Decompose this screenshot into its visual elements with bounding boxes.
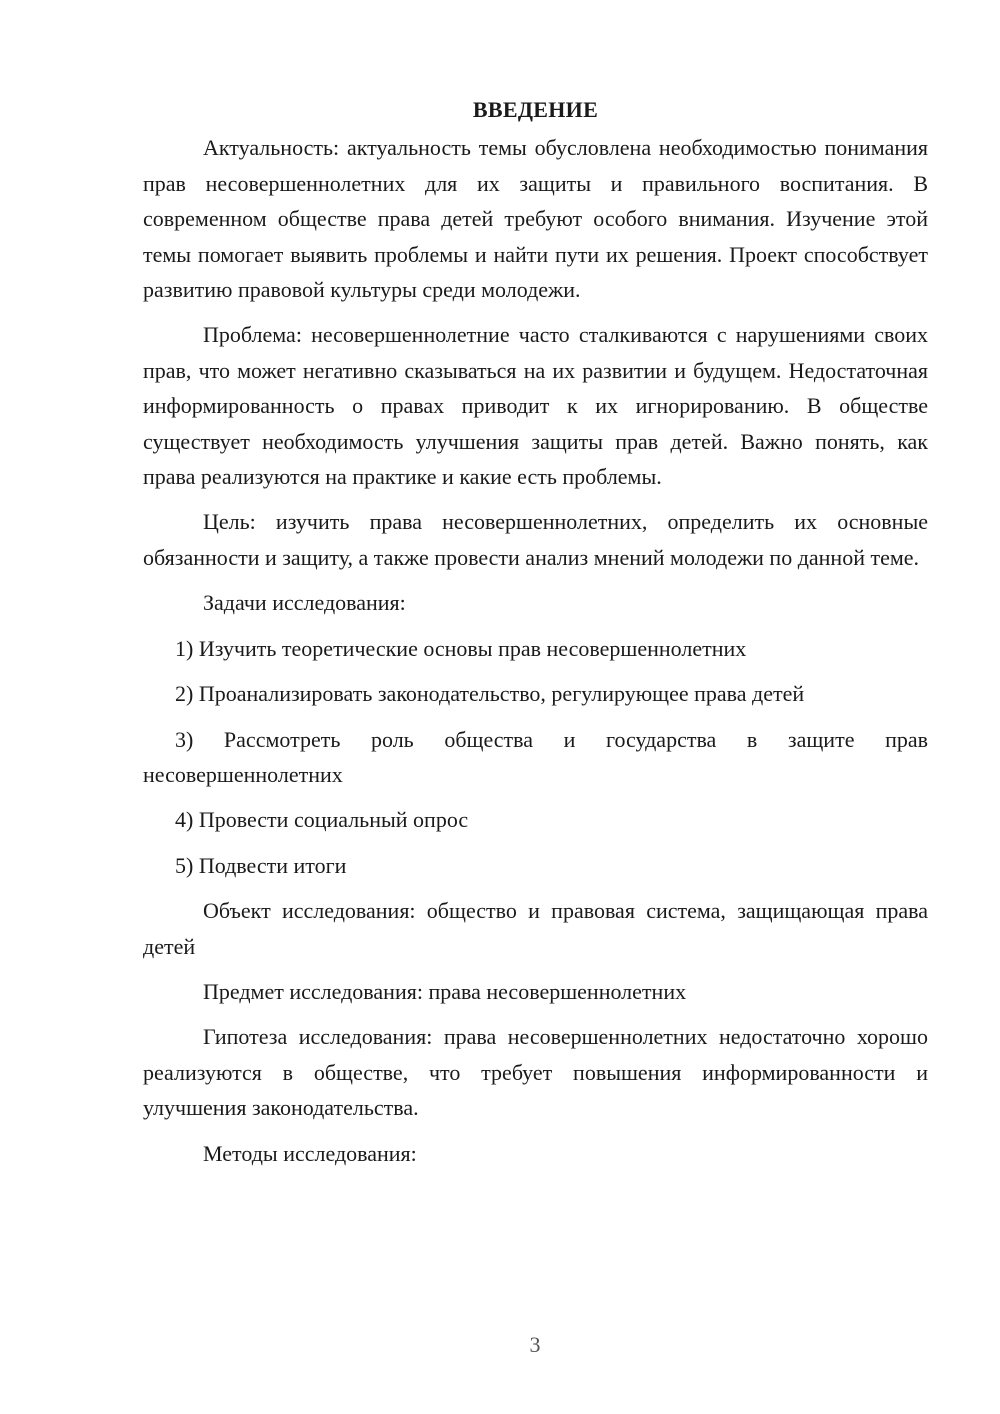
paragraph-goal: Цель: изучить права несовершеннолетних, определить их основные обязанности и защиту, а также провести анализ мнений молодежи по данной теме.: [143, 509, 928, 570]
task-item-3: 3) Рассмотреть роль общества и государства в защите прав несовершеннолетних: [143, 726, 928, 787]
paragraph-subject: Предмет исследования: права несовершеннолетних: [203, 978, 687, 1004]
task-item-5: 5) Подвести итоги: [175, 852, 347, 878]
paragraph-problem: Проблема: несовершеннолетние часто сталкиваются с нарушениями своих прав, что может негативно сказываться на их развитии и будущем. Недостаточная информированность о правах приводит к их игнорированию. В обществе существует необходимость улучшения защиты прав детей. Важно понять, как права реализуются на практике и какие есть проблемы.: [143, 322, 928, 490]
paragraph-object: Объект исследования: общество и правовая система, защищающая права детей: [143, 898, 928, 959]
document-page: [143, 92, 928, 1181]
paragraph-hypothesis: Гипотеза исследования: права несовершеннолетних недостаточно хорошо реализуются в обществе, что требует повышения информированности и улучшения законодательства.: [143, 1024, 928, 1121]
tasks-heading: Задачи исследования:: [203, 590, 406, 616]
task-item-1: 1) Изучить теоретические основы прав несовершеннолетних: [175, 635, 747, 661]
paragraph-relevance: Актуальность: актуальность темы обусловлена необходимостью понимания прав несовершеннолетних для их защиты и правильного воспитания. В современном обществе права детей требуют особого внимания. Изучение этой темы помогает выявить проблемы и найти пути их решения. Проект способствует развитию правовой культуры среди молодежи.: [143, 135, 928, 303]
page-number: 3: [529, 1332, 541, 1357]
task-item-2: 2) Проанализировать законодательство, регулирующее права детей: [175, 681, 805, 707]
methods-heading: Методы исследования:: [203, 1140, 417, 1166]
section-title: ВВЕДЕНИЕ: [472, 97, 599, 122]
task-item-4: 4) Провести социальный опрос: [175, 807, 469, 833]
